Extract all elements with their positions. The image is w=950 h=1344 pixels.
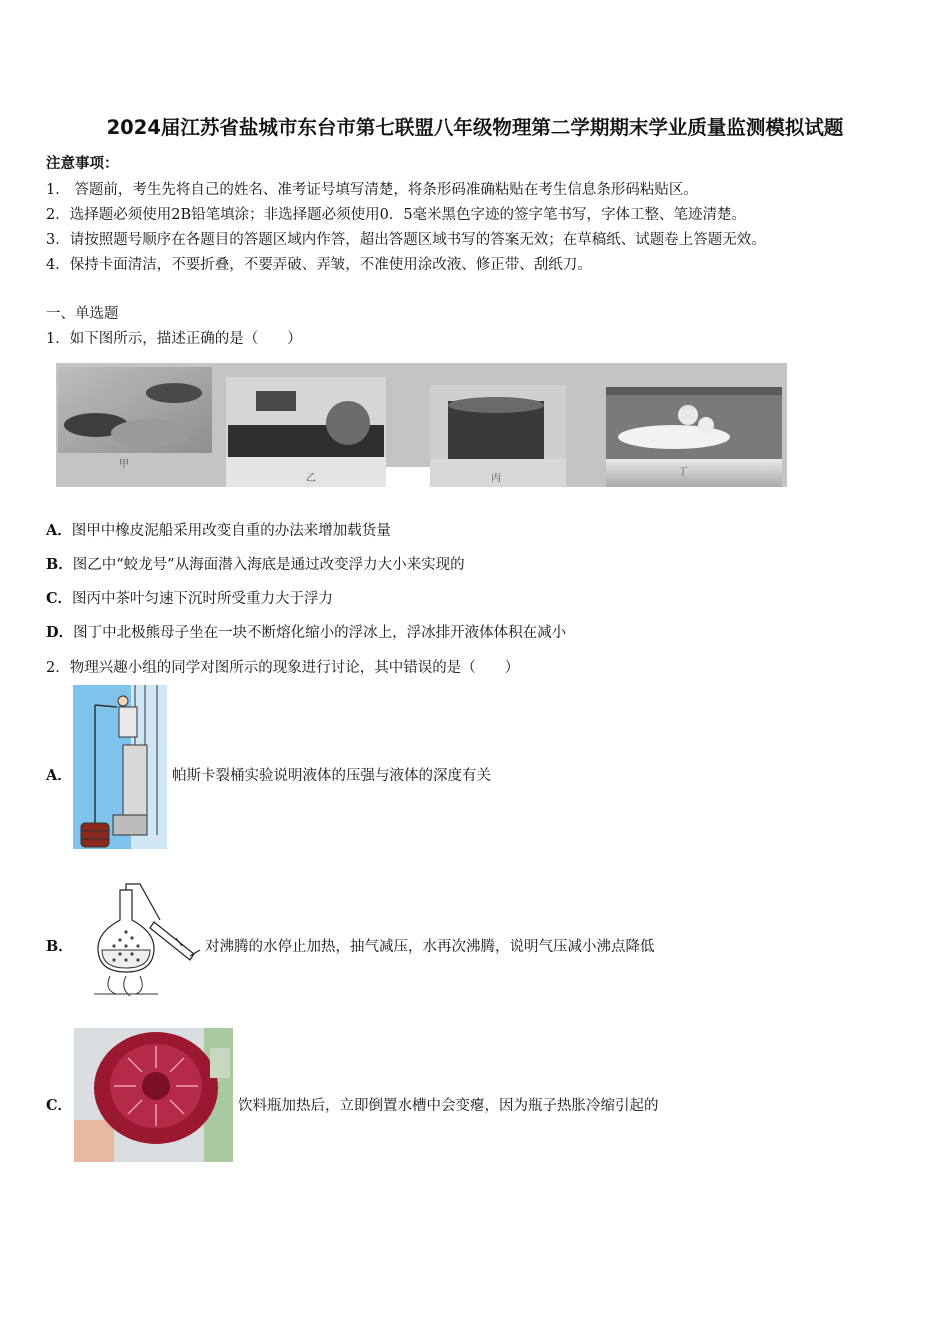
- question-1-photo-strip: [56, 363, 787, 487]
- q2-option-a-text: 帕斯卡裂桶实验说明液体的压强与液体的深度有关: [172, 768, 491, 784]
- photo-label-ding: 丁: [678, 467, 688, 478]
- option-letter: B．: [46, 556, 73, 573]
- option-text: 图丙中茶叶匀速下沉时所受重力大于浮力: [72, 591, 334, 607]
- q1-option-b[interactable]: [46, 553, 465, 574]
- notice-heading: 注意事项：: [46, 155, 119, 172]
- photo-strip-drawing: [56, 363, 787, 487]
- photo-ding: [606, 387, 782, 487]
- option-letter: C．: [46, 590, 73, 607]
- q2-option-c-letter[interactable]: C．: [46, 1097, 73, 1114]
- page-title: 2024届江苏省盐城市东台市第七联盟八年级物理第二学期期末学业质量监测模拟试题: [106, 116, 844, 139]
- photo-label-jia: 甲: [119, 459, 129, 470]
- q2-option-c-text: 饮料瓶加热后，立即倒置水槽中会变瘪，因为瓶子热胀冷缩引起的: [238, 1098, 659, 1114]
- photo-yi: [226, 377, 386, 487]
- notice-item-1: 1． 答题前，考生先将自己的姓名、准考证号填写清楚，将条形码准确粘贴在考生信息条形码粘贴区。: [46, 182, 698, 198]
- notice-item-4: 4．保持卡面清洁，不要折叠，不要弄破、弄皱，不准使用涂改液、修正带、刮纸刀。: [46, 257, 592, 273]
- q1-option-c[interactable]: [46, 587, 333, 608]
- section-heading: 一、单选题: [46, 306, 119, 322]
- photo-jia: [58, 367, 212, 453]
- option-text: 图乙中“蛟龙号”从海面潜入海底是通过改变浮力大小来实现的: [72, 557, 465, 573]
- question-2-stem: 2．物理兴趣小组的同学对图所示的现象进行讨论，其中错误的是（ ）: [46, 660, 520, 676]
- flask-syringe-image: [90, 880, 202, 998]
- q2-option-b-text: 对沸腾的水停止加热，抽气减压，水再次沸腾，说明气压减小沸点降低: [205, 939, 655, 955]
- pascal-barrel-image: [73, 685, 167, 849]
- option-text: 图甲中橡皮泥船采用改变自重的办法来增加载货量: [71, 523, 391, 539]
- photo-label-bing: 丙: [491, 473, 501, 484]
- option-letter: D．: [46, 624, 74, 641]
- question-1-stem: 1．如下图所示，描述正确的是（ ）: [46, 331, 302, 347]
- notice-item-2: 2．选择题必须使用2B铅笔填涂；非选择题必须使用0．5毫米黑色字迹的签字笔书写，字体工整、笔迹清楚。: [46, 207, 747, 223]
- q1-option-a[interactable]: [46, 519, 391, 540]
- option-letter: A．: [46, 522, 72, 539]
- q2-option-b-letter[interactable]: B．: [46, 938, 73, 955]
- photo-label-yi: 乙: [306, 473, 316, 484]
- notice-item-3: 3．请按照题号顺序在各题目的答题区域内作答，超出答题区域书写的答案无效；在草稿纸、试题卷上答题无效。: [46, 232, 766, 248]
- q2-option-a-letter[interactable]: A．: [46, 767, 72, 784]
- flask-syringe-drawing: [90, 880, 202, 998]
- bottle-drawing: [74, 1028, 233, 1162]
- bottle-image: [74, 1028, 233, 1162]
- photo-bing: [430, 385, 566, 487]
- q1-option-d[interactable]: [46, 621, 566, 642]
- pascal-barrel-drawing: [73, 685, 167, 849]
- option-text: 图丁中北极熊母子坐在一块不断熔化缩小的浮冰上，浮冰排开液体体积在减小: [73, 625, 567, 641]
